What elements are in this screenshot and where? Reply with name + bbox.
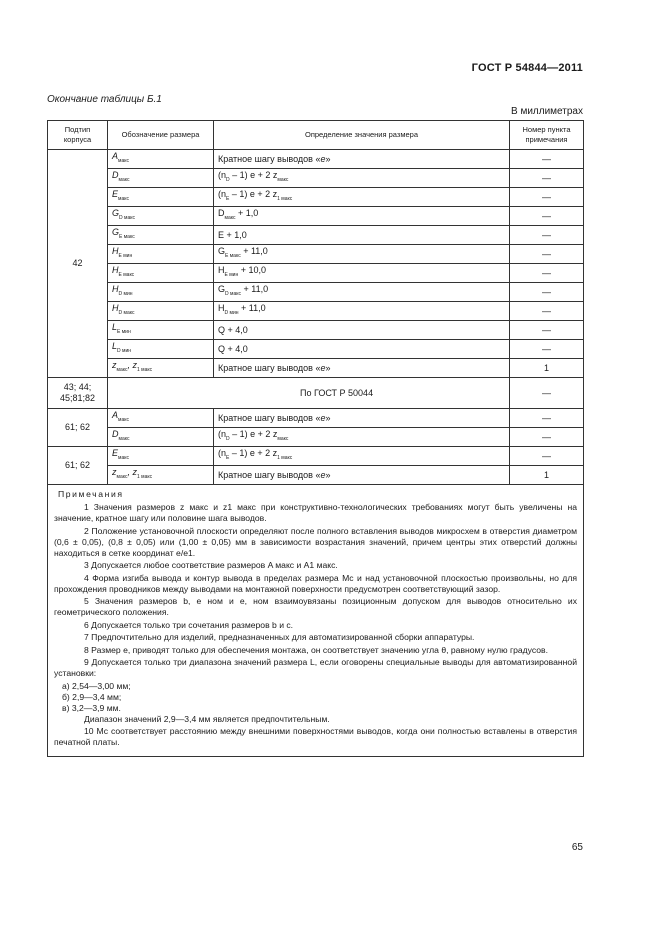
note-ref-cell: — [510,264,584,283]
dimension-symbol [108,264,214,283]
dimension-definition [214,207,510,226]
definition-subscript: E макс [225,253,241,259]
column-header: Определение значения размера [214,121,510,150]
notes-row [48,485,584,757]
symbol-subscript: D макс [118,310,135,316]
column-header: Номер пункта примечания [510,121,584,150]
symbol-subscript: D мин [117,348,132,354]
dimension-symbol [108,447,214,466]
symbol-subscript: макс [118,158,129,164]
note-paragraph: 10 Mc соответствует расстоянию между внешними поверхностями выводов, когда они полностью вставлены в отверстия печатной платы. [54,726,577,747]
definition-text: H [218,303,225,313]
definition-text: + 11,0 [240,284,269,294]
dimension-symbol [108,359,214,378]
note-ref-cell: — [510,226,584,245]
symbol-subscript: макс [118,417,129,423]
table-row [48,409,584,428]
dimension-symbol [108,302,214,321]
definition-text: + 1,0 [235,208,259,218]
table-header-row [48,121,584,150]
definition-text: – 1) e + 2 z [229,429,278,439]
definition-subscript: макс [224,215,236,221]
table-row [48,447,584,466]
symbol-subscript: E макс [118,272,135,278]
table-row [48,359,584,378]
notes-list [54,502,577,748]
definition-subscript: E [226,196,230,202]
symbol-letter: H [112,246,119,256]
definition-text: » [325,362,331,373]
note-paragraph: 2 Положение установочной плоскости определяют после полного вставления выводов микросхем в отверстия диаметром (0,6 ± 0,05), (0,8 ± 0,05) или (1,00 ± 0,05) мм в зависимости возрастания значений, причем центры этих отверстий должны находиться в сетке координат e/e1. [54,525,577,558]
dimension-definition [214,466,510,485]
note-paragraph: 8 Размер e, приводят только для обеспечения монтажа, он соответствует значению угла θ, равному нулю градусов. [84,644,548,655]
dimension-definition [214,428,510,447]
definition-subscript: макс [277,177,289,183]
dimension-definition [214,188,510,207]
column-header: Подтип корпуса [48,121,108,150]
dimension-definition [214,226,510,245]
symbol-letter: z [132,360,137,370]
symbol-letter: H [112,303,119,313]
dimension-symbol [108,188,214,207]
symbol-subscript: макс [118,455,129,461]
table-row [48,466,584,485]
note-ref-cell: — [510,409,584,428]
note-paragraph: 7 Предпочтительно для изделий, предназначенных для автоматизированной сборки аппаратуры. [84,632,475,642]
definition-text: (n [218,170,227,180]
symbol-subscript: макс [118,177,130,183]
definition-text: H [218,265,225,275]
dimension-symbol [108,169,214,188]
dimension-definition [214,447,510,466]
definition-text: » [325,469,331,480]
dimension-definition [214,409,510,428]
table-row [48,150,584,169]
symbol-letter: A [112,410,119,420]
note-paragraph: 3 Допускается любое соответствие размеров A макс и A1 макс. [84,560,338,570]
note-ref-cell: — [510,378,584,409]
note-ref-cell: — [510,321,584,340]
symbol-letter: z [132,467,137,477]
dimension-definition [214,302,510,321]
note-ref-cell: — [510,188,584,207]
table-row [48,378,584,409]
table-row [48,264,584,283]
note-ref-cell: — [510,283,584,302]
note-paragraph: 9 Допускается только три диапазона значений размера L, если оговорены специальные выводы для автоматизированной установки: [54,657,577,678]
dimension-symbol [108,466,214,485]
symbol-subscript: макс [118,436,130,442]
dimension-symbol [108,340,214,359]
table-caption: Окончание таблицы Б.1 [47,94,162,105]
definition-subscript: E [226,455,230,461]
dimension-symbol [108,428,214,447]
definition-text: Q + 4,0 [218,324,248,335]
definition-text: – 1) e + 2 z [229,448,278,458]
note-paragraph: 4 Форма изгиба вывода и контур вывода в пределах размера Mc и над установочной плоскостью произвольны, но для прохождения проводников между выводами на монтажной поверхности предусмотрен соответствующий зазор. [54,572,577,594]
definition-text: – 1) e + 2 z [229,189,278,199]
table-row [48,207,584,226]
dimension-symbol [108,150,214,169]
note-ref-cell: 1 [510,466,584,485]
symbol-subscript: E мин [118,253,133,259]
definition-subscript: макс [277,436,289,442]
dimension-symbol [108,409,214,428]
note-ref-cell: 1 [510,359,584,378]
symbol-letter: G [112,208,120,218]
subtype-cell: 42 [48,150,108,378]
symbol-subscript: макс [116,367,128,373]
symbol-letter: D [112,170,119,180]
definition-text: (n [218,429,227,439]
dimension-symbol [108,321,214,340]
definition-text: G [218,284,226,294]
dimensions-table [47,120,584,757]
definition-text: – 1) e + 2 z [229,170,278,180]
definition-text: + 10,0 [238,265,266,275]
definition-subscript: e [320,412,326,423]
definition-subscript: 1 макс [277,196,293,202]
table-row [48,340,584,359]
definition-text: Q + 4,0 [218,343,248,354]
definition-text: + 11,0 [240,246,268,256]
dimension-definition [214,264,510,283]
note-paragraph: а) 2,54—3,00 мм; [62,680,131,691]
symbol-separator: , [127,360,133,370]
symbol-subscript: D мин [118,291,133,297]
symbol-subscript: D макс [119,215,135,221]
note-paragraph: 5 Значения размеров b, e ном и e, ном взаимоувязаны позиционным допуском для выводов относительно их геометрического положения. [54,596,577,617]
note-ref-cell: — [510,245,584,264]
note-ref-cell: — [510,169,584,188]
definition-text: + 11,0 [238,303,266,313]
subtype-cell: 43; 44; 45;81;82 [48,378,108,409]
symbol-subscript: E макс [119,234,135,240]
dimension-definition [214,359,510,378]
definition-subscript: D [226,177,230,183]
note-ref-cell: — [510,150,584,169]
table-row [48,321,584,340]
dimension-symbol [108,283,214,302]
dimension-symbol [108,207,214,226]
symbol-subscript: макс [116,474,128,480]
definition-text: G [218,246,226,256]
symbol-letter: z [112,467,117,477]
definition-text: E + 1,0 [218,229,247,240]
symbol-letter: E [112,448,119,458]
notes-title: Примечания [58,489,124,499]
table-row [48,283,584,302]
note-ref-cell: — [510,302,584,321]
dimension-symbol [108,245,214,264]
symbol-subscript: макс [118,196,129,202]
note-paragraph: б) 2,9—3,4 мм; [62,691,122,702]
units-label: В миллиметрах [511,106,583,117]
definition-text: (n [218,448,227,458]
definition-text: Кратное шагу выводов « [218,412,321,423]
note-paragraph: 6 Допускается только три сочетания размеров b и c. [84,619,294,630]
definition-text: » [325,153,331,164]
table-row [48,428,584,447]
table-row [48,226,584,245]
table-body [48,150,584,485]
definition-subscript: D [226,436,230,442]
subtype-cell: 61; 62 [48,409,108,447]
dimension-symbol [108,226,214,245]
note-ref-cell: — [510,340,584,359]
dimension-definition: По ГОСТ Р 50044 [108,378,510,409]
dimension-definition [214,321,510,340]
note-paragraph: Диапазон значений 2,9—3,4 мм является предпочтительным. [84,713,330,724]
definition-subscript: 1 макс [277,455,293,461]
definition-subscript: e [320,362,326,373]
definition-text: Кратное шагу выводов « [218,153,321,164]
table-row [48,245,584,264]
definition-subscript: D мин [224,310,239,316]
note-ref-cell: — [510,428,584,447]
symbol-letter: D [112,429,119,439]
symbol-letter: E [112,189,119,199]
definition-text: (n [218,189,227,199]
note-ref-cell: — [510,447,584,466]
dimension-definition [214,245,510,264]
symbol-letter: L [112,322,118,332]
definition-subscript: e [320,469,326,480]
definition-subscript: D макс [225,291,241,297]
document-header: ГОСТ Р 54844—2011 [471,62,583,74]
dimension-definition [214,283,510,302]
symbol-letter: A [112,151,119,161]
note-paragraph: в) 3,2—3,9 мм. [62,702,121,713]
table-row [48,188,584,207]
symbol-subscript: 1 макс [136,474,153,480]
notes-cell [48,485,584,757]
dimension-definition [214,169,510,188]
subtype-cell: 61; 62 [48,447,108,485]
symbol-subscript: E мин [117,329,131,335]
symbol-letter: H [112,265,119,275]
definition-subscript: e [320,153,326,164]
symbol-letter: z [112,360,117,370]
table-row [48,169,584,188]
dimension-definition [214,340,510,359]
symbol-separator: , [127,467,133,477]
definition-subscript: E мин [224,272,239,278]
dimension-definition [214,150,510,169]
symbol-letter: H [112,284,119,294]
definition-text: Кратное шагу выводов « [218,469,321,480]
definition-text: Кратное шагу выводов « [218,362,321,373]
definition-text: » [325,412,331,423]
note-paragraph: 1 Значения размеров z макс и z1 макс при конструктивно-технологических требованиях могут быть увеличены на значение, кратное шагу или половине шага выводов. [54,502,577,523]
definition-text: D [218,208,225,218]
note-ref-cell: — [510,207,584,226]
symbol-letter: L [112,341,118,351]
symbol-letter: G [112,227,120,237]
column-header: Обозначение размера [108,121,214,150]
page-number: 65 [571,842,583,853]
table-row [48,302,584,321]
symbol-subscript: 1 макс [136,367,153,373]
